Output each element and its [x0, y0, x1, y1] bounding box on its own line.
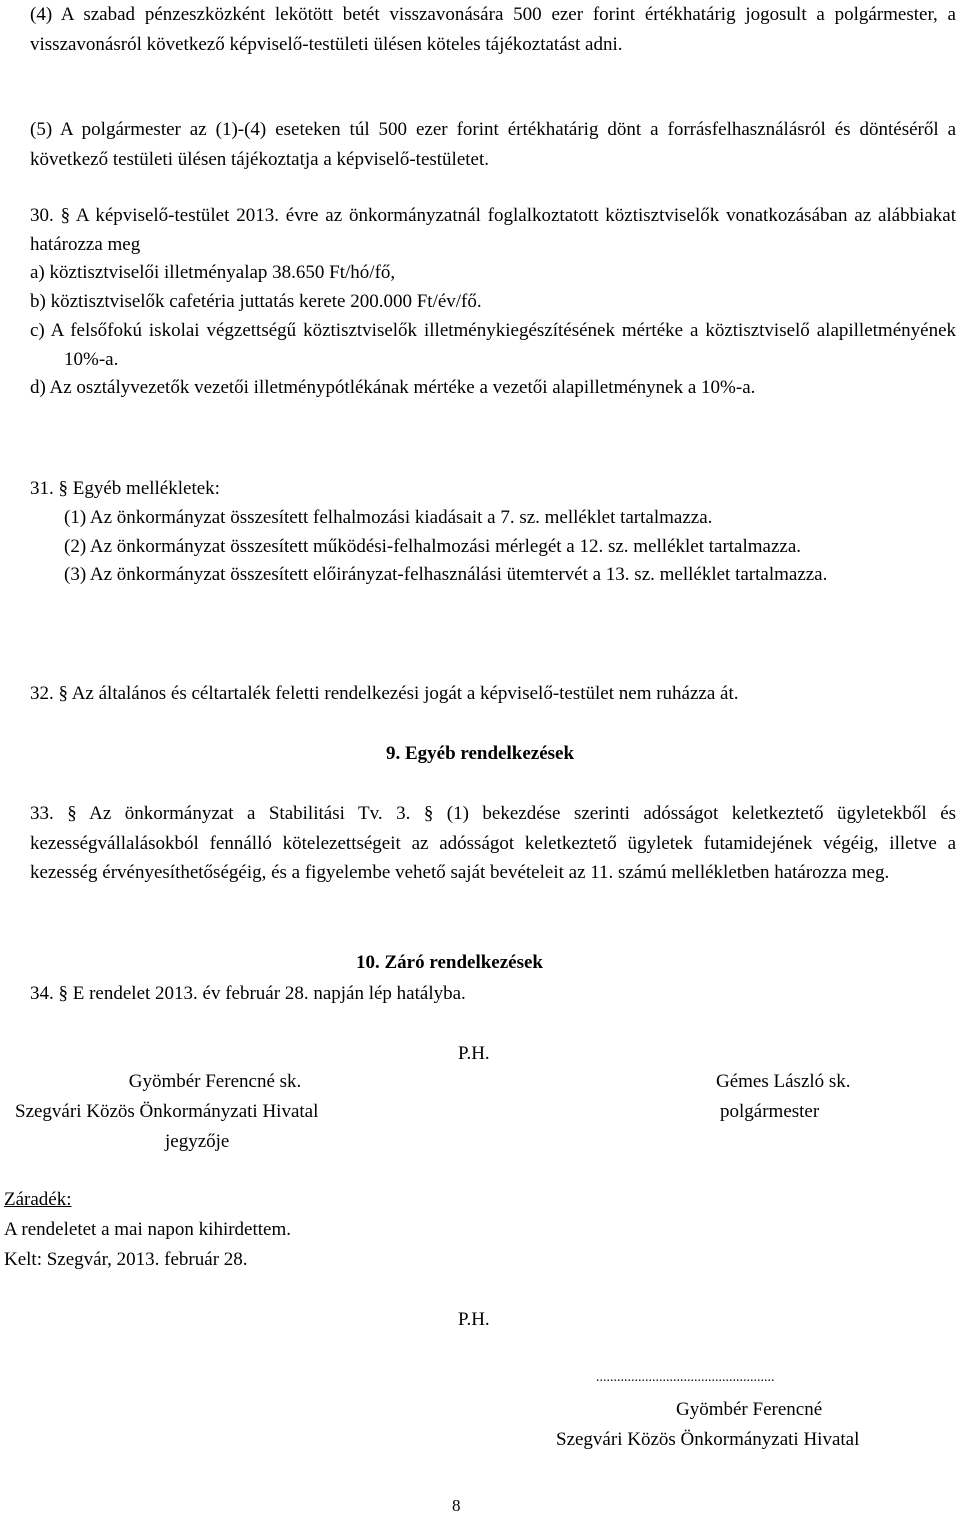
section-sign: §: [58, 983, 68, 1004]
signature-left-name: Gyömbér Ferencné sk.: [128, 1071, 302, 1092]
signature-right-name: Gémes László sk.: [716, 1071, 851, 1092]
signature-left-role: jegyzője: [165, 1131, 230, 1152]
heading-10: 10. Záró rendelkezések: [356, 952, 543, 973]
section-30-item-a: a) köztisztviselői illetményalap 38.650 Ft/hó/fő,: [30, 262, 396, 284]
section-33-number: 33.: [30, 803, 54, 824]
section-30-text: A képviselő-testület 2013. évre az önkormányzatnál foglalkoztatott köztisztviselők vonatkozásában az alábbiakat határozza meg: [30, 205, 957, 255]
section-33-text: Az önkormányzat a Stabilitási Tv. 3. § (1) bekezdése szerinti adósságot keletkeztető ügyletekből és kezességvállalásokból fennálló kötelezettségeit az adósságot keletkeztető ügyletek futamidejének végéig, illetve a kezesség érvényesíthetőségéig, és a figyelembe vehető saját bevételeit az 11. számú mellékletben határozza meg.: [30, 803, 957, 883]
section-31-text: Egyéb mellékletek:: [72, 478, 220, 499]
clause-line-2: Kelt: Szegvár, 2013. február 28.: [4, 1249, 248, 1270]
section-sign: §: [58, 478, 68, 499]
section-31-item-2: (2) Az önkormányzat összesített működési-felhalmozási mérlegét a 12. sz. melléklet tartalmazza.: [64, 535, 802, 557]
section-34: [30, 983, 466, 1006]
paragraph-4: (4) A szabad pénzeszközként lekötött betét visszavonására 500 ezer forint értékhatárig jogosult a polgármester, a visszavonásról következő képviselő-testületi ülésen köteles tájékoztatást adni.: [30, 4, 956, 55]
section-30: [30, 202, 956, 403]
section-32-number: 32.: [30, 683, 54, 704]
section-sign: §: [60, 205, 71, 226]
clause-title: Záradék:: [4, 1189, 72, 1210]
section-34-text: E rendelet 2013. év február 28. napján lép hatályba.: [72, 983, 466, 1004]
section-30-item-c: c) A felsőfokú iskolai végzettségű köztisztviselők illetménykiegészítésének mértéke a köztisztviselő alapilletményének 10%-a.: [30, 319, 956, 370]
section-30-number: 30.: [30, 205, 54, 226]
signature-bottom-name: Gyömbér Ferencné: [676, 1399, 823, 1420]
stamp-placeholder-1: P.H.: [458, 1043, 490, 1064]
clause-line-1: A rendeletet a mai napon kihirdettem.: [4, 1219, 292, 1240]
section-33: [30, 799, 956, 888]
section-32: [30, 683, 739, 706]
signature-right-role: polgármester: [720, 1101, 820, 1122]
section-31-intro: [30, 475, 956, 504]
page-number: 8: [452, 1496, 461, 1515]
section-31-items: [64, 504, 956, 590]
section-31: [30, 475, 956, 504]
section-sign: §: [58, 683, 68, 704]
section-30-intro: [30, 202, 956, 259]
section-31-item-3: (3) Az önkormányzat összesített előirányzat-felhasználási ütemtervét a 13. sz. melléklet tartalmazza.: [64, 564, 828, 586]
section-32-text: Az általános és céltartalék feletti rendelkezési jogát a képviselő-testület nem ruházza át.: [71, 683, 739, 704]
signature-line: ...................................................: [596, 1370, 775, 1385]
signature-left-office: Szegvári Közös Önkormányzati Hivatal: [15, 1101, 319, 1122]
section-30-item-d: d) Az osztályvezetők vezetői illetménypótlékának mértéke a vezetői alapilletménynek a 10%-a.: [30, 377, 756, 399]
section-30-item-b: b) köztisztviselők cafetéria juttatás kerete 200.000 Ft/év/fő.: [30, 291, 482, 313]
section-31-number: 31.: [30, 478, 54, 499]
signature-bottom-office: Szegvári Közös Önkormányzati Hivatal: [556, 1429, 860, 1450]
section-sign: §: [67, 803, 77, 824]
paragraph-5: (5) A polgármester az (1)-(4) eseteken túl 500 ezer forint értékhatárig dönt a forrásfelhasználásról és döntéséről a következő testületi ülésen tájékoztatja a képviselő-testületet.: [30, 119, 956, 170]
section-31-item-1: (1) Az önkormányzat összesített felhalmozási kiadásait a 7. sz. melléklet tartalmazza.: [64, 507, 713, 528]
heading-9: 9. Egyéb rendelkezések: [385, 743, 575, 764]
stamp-placeholder-2: P.H.: [458, 1309, 490, 1330]
section-34-number: 34.: [30, 983, 54, 1004]
